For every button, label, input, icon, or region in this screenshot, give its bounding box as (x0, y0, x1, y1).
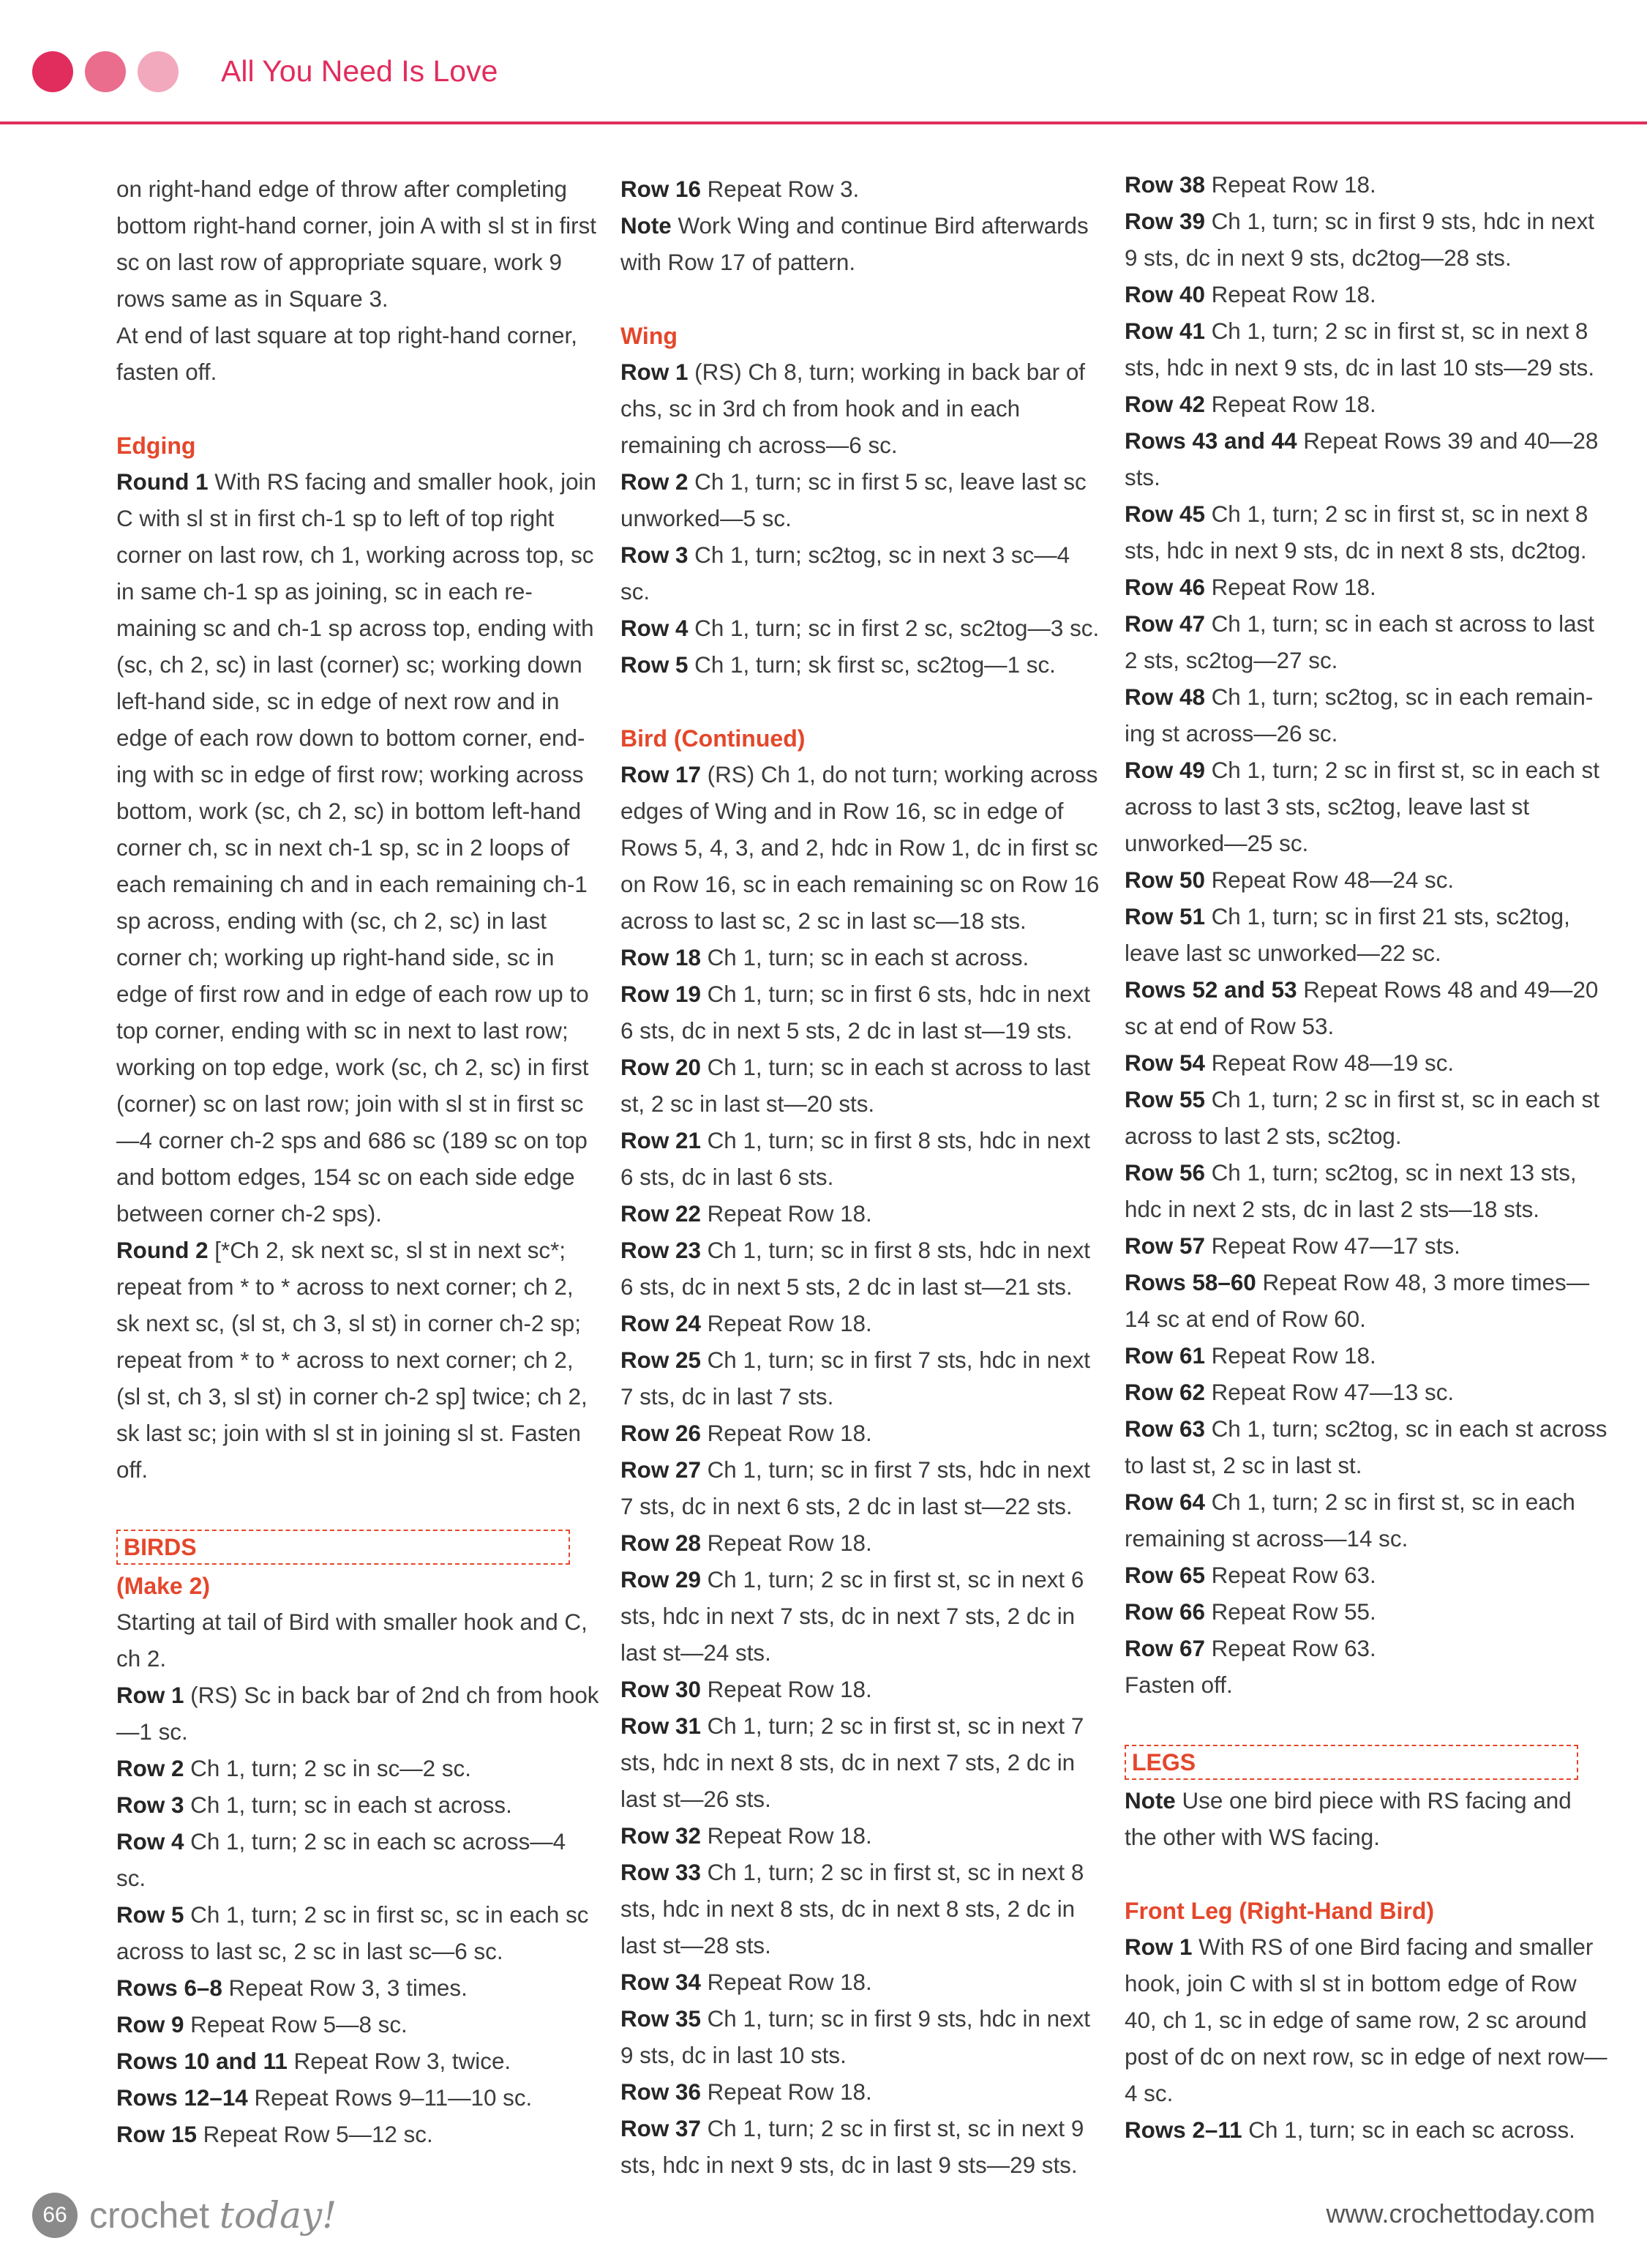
row-label: Rows 43 and 44 (1125, 428, 1297, 454)
instruction-row (116, 2080, 599, 2117)
instruction-row (1125, 752, 1607, 862)
page-number: 66 (32, 2193, 78, 2238)
row-text: Ch 1, turn; sc in first 9 sts, hdc in next 9 sts, dc in last 10 sts. (620, 2006, 1091, 2068)
row-text: Ch 1, turn; sc in first 2 sc, sc2tog—3 sc. (688, 615, 1100, 641)
row-text: At end of last square at top right-hand corner, fasten off. (116, 323, 577, 385)
row-text: Ch 1, turn; 2 sc in each sc across—4 sc. (116, 1829, 566, 1891)
row-label: Row 3 (620, 542, 689, 568)
instruction-row (620, 1049, 1103, 1123)
row-label: Row 63 (1125, 1416, 1205, 1442)
instruction-row (116, 1677, 599, 1751)
instruction-row (116, 171, 599, 318)
row-label: Row 39 (1125, 209, 1205, 234)
subheading: Wing (620, 323, 678, 349)
row-text: Ch 1, turn; sc in first 21 sts, sc2tog, leave last sc unworked—22 sc. (1125, 904, 1570, 966)
instruction-row (1125, 2112, 1607, 2149)
row-text: on right-hand edge of throw after completing bottom right-hand corner, join A with sl st in first sc on last row of appropriate square, work 9 rows same as in Square 3. (116, 176, 597, 312)
row-label: Row 16 (620, 176, 701, 202)
instruction-row (1125, 1082, 1607, 1155)
row-text: Repeat Row 48—19 sc. (1204, 1050, 1455, 1076)
row-label: Row 46 (1125, 575, 1205, 600)
row-text: With RS of one Bird facing and smaller hook, join C with sl st in bottom edge of Row 40, ch 1, sc in edge of same row, 2 sc around post of dc on next row, sc in edge of next row—4 sc. (1125, 1934, 1607, 2106)
instruction-row (1125, 277, 1607, 313)
logo-script: today! (219, 2194, 337, 2237)
subheading: (Make 2) (116, 1573, 211, 1599)
row-text: Starting at tail of Bird with smaller hook and C, ch 2. (116, 1609, 588, 1672)
row-label: Row 64 (1125, 1489, 1205, 1515)
section-heading: LEGS (1125, 1745, 1578, 1780)
row-text: Ch 1, turn; sc in each st across. (184, 1792, 512, 1818)
instruction-row (1125, 1783, 1607, 1856)
instruction-row (620, 1818, 1103, 1855)
row-text: Repeat Rows 48 and 49—20 sc at end of Row 53. (1125, 977, 1599, 1039)
row-text: Ch 1, turn; sc in first 6 sts, hdc in next 6 sts, dc in next 5 sts, 2 dc in last st—19 sts. (620, 981, 1091, 1044)
row-text: Ch 1, turn; sc in first 7 sts, hdc in next 7 sts, dc in last 7 sts. (620, 1347, 1091, 1410)
row-label: Row 23 (620, 1238, 701, 1263)
row-text: Ch 1, turn; sc in first 8 sts, hdc in next 6 sts, dc in last 6 sts. (620, 1128, 1091, 1190)
instruction-row (1125, 1631, 1607, 1667)
row-label: Row 54 (1125, 1050, 1205, 1076)
instruction-row (116, 318, 599, 391)
row-text: Repeat Row 18. (700, 1969, 872, 1995)
row-label: Row 19 (620, 981, 701, 1007)
row-label: Row 25 (620, 1347, 701, 1373)
row-text: [*Ch 2, sk next sc, sl st in next sc*; repeat from * to * across to next corner; ch 2, sk next sc, (sl st, ch 3, sl st) in corner ch-2 sp; repeat from * to * across to next corner; ch 2, (sl st, ch 3, sl st) in corner ch-2 sp] twice; ch 2, sk last sc; join with sl st in joining sl st. Fasten off. (116, 1238, 588, 1483)
instruction-row (116, 464, 599, 1232)
row-text: Repeat Row 5—12 sc. (196, 2122, 433, 2147)
row-text: With RS facing and smaller hook, join C with sl st in first ch-1 sp to left of top right corner on last row, ch 1, working across top, sc in same ch-1 sp as joining, sc in each re-maining sc and ch-1 sp across top, ending with (sc, ch 2, sc) in last (corner) sc; working down left-hand side, sc in edge of next row and in edge of each row down to bottom corner, end-ing with sc in edge of first row; working across bottom, work (sc, ch 2, sc) in bottom left-hand corner ch, sc in next ch-1 sp, sc in 2 loops of each remaining ch and in each remaining ch-1 sp across, ending with (sc, ch 2, sc) in last corner ch; working up right-hand side, sc in edge of first row and in edge of each row up to top corner, ending with sc in next to last row; working on top edge, work (sc, ch 2, sc) in first (corner) sc on last row; join with sl st in first sc—4 corner ch-2 sps and 686 sc (189 sc on top and bottom edges, 154 sc on each side edge between corner ch-2 sps). (116, 469, 596, 1227)
row-label: Rows 6–8 (116, 1975, 222, 2001)
row-text: Ch 1, turn; sc in each st across. (700, 945, 1029, 970)
instruction-row (620, 1123, 1103, 1196)
instruction-row (1125, 1594, 1607, 1631)
row-label: Row 55 (1125, 1087, 1205, 1112)
row-text: Ch 1, turn; 2 sc in first st, sc in next 9 sts, hdc in next 9 sts, dc in last 9 sts—29 sts. (620, 2116, 1084, 2178)
instruction-row (1125, 1374, 1607, 1411)
row-label: Rows 2–11 (1125, 2117, 1242, 2143)
instruction-row (620, 464, 1103, 537)
row-label: Row 32 (620, 1823, 701, 1849)
row-label: Row 18 (620, 945, 701, 970)
row-label: Row 22 (620, 1201, 701, 1227)
section-title: All You Need Is Love (221, 54, 498, 88)
instruction-row (620, 1415, 1103, 1452)
row-label: Row 61 (1125, 1343, 1205, 1369)
row-label: Row 24 (620, 1311, 701, 1336)
instruction-row (620, 647, 1103, 684)
spacer (1125, 1856, 1607, 1893)
instruction-row (1125, 1411, 1607, 1484)
row-text: Repeat Row 18. (1204, 282, 1376, 307)
row-label: Row 41 (1125, 318, 1205, 344)
instruction-row (116, 1787, 599, 1824)
row-label: Row 65 (1125, 1562, 1205, 1588)
footer-brand (32, 2193, 337, 2238)
instruction-row (620, 354, 1103, 464)
row-text: Ch 1, turn; sc in each st across to last st, 2 sc in last st—20 sts. (620, 1055, 1091, 1117)
header-dots (32, 51, 179, 92)
instruction-row (116, 2117, 599, 2153)
row-label: Row 56 (1125, 1160, 1205, 1186)
row-text: Ch 1, turn; sc in first 8 sts, hdc in next 6 sts, dc in next 5 sts, 2 dc in last st—21 sts. (620, 1238, 1091, 1300)
instruction-row (620, 1964, 1103, 2001)
row-text: Ch 1, turn; sc in first 9 sts, hdc in next 9 sts, dc in next 9 sts, dc2tog—28 sts. (1125, 209, 1595, 271)
row-label: Row 36 (620, 2079, 701, 2105)
instruction-row (620, 1306, 1103, 1342)
row-text: Use one bird piece with RS facing and the other with WS facing. (1125, 1788, 1572, 1850)
row-text: Ch 1, turn; sc in each st across to last 2 sts, sc2tog—27 sc. (1125, 611, 1595, 673)
row-label: Rows 52 and 53 (1125, 977, 1297, 1003)
instruction-row (620, 208, 1103, 281)
row-label: Row 62 (1125, 1380, 1205, 1405)
row-label: Round 1 (116, 469, 209, 495)
row-text: Ch 1, turn; sc2tog, sc in next 13 sts, hdc in next 2 sts, dc in last 2 sts—18 sts. (1125, 1160, 1577, 1222)
website-url[interactable]: www.crochettoday.com (1326, 2198, 1595, 2228)
row-label: Row 42 (1125, 392, 1205, 417)
subheading: Bird (Continued) (620, 725, 806, 752)
instruction-row (116, 1970, 599, 2007)
instruction-row (620, 1452, 1103, 1525)
row-text: (RS) Sc in back bar of 2nd ch from hook—1 sc. (116, 1683, 599, 1745)
row-label: Row 1 (620, 359, 689, 385)
row-text: Repeat Row 3, 3 times. (222, 1975, 468, 2001)
subheading: Edging (116, 433, 196, 459)
row-text: Ch 1, turn; 2 sc in sc—2 sc. (184, 1756, 471, 1781)
row-label: Row 38 (1125, 172, 1205, 198)
row-label: Note (620, 213, 672, 239)
instruction-row (1125, 313, 1607, 386)
row-label: Row 15 (116, 2122, 197, 2147)
row-label: Note (1125, 1788, 1176, 1814)
row-label: Row 3 (116, 1792, 184, 1818)
row-text: Ch 1, turn; 2 sc in first sc, sc in each sc across to last sc, 2 sc in last sc—6 sc. (116, 1902, 589, 1964)
row-text: Ch 1, turn; 2 sc in first st, sc in each st across to last 3 sts, sc2tog, leave last st unworked—25 sc. (1125, 757, 1599, 856)
instruction-row (620, 2111, 1103, 2184)
instruction-row (1125, 1557, 1607, 1594)
row-text: Repeat Rows 9–11—10 sc. (247, 2085, 533, 2111)
row-text: Repeat Row 18. (700, 1201, 872, 1227)
spacer (116, 391, 599, 427)
spacer (1125, 1704, 1607, 1740)
row-label: Row 66 (1125, 1599, 1205, 1625)
instruction-row (620, 2074, 1103, 2111)
row-text: Ch 1, turn; sc in first 5 sc, leave last sc unworked—5 sc. (620, 469, 1087, 531)
row-text: Ch 1, turn; 2 sc in first st, sc in next 8 sts, hdc in next 9 sts, dc in last 10 sts—29 sts. (1125, 318, 1595, 381)
subheading: Front Leg (Right-Hand Bird) (1125, 1898, 1435, 1924)
row-text: Ch 1, turn; sk first sc, sc2tog—1 sc. (688, 652, 1056, 678)
row-label: Row 20 (620, 1055, 701, 1080)
row-label: Row 4 (116, 1829, 184, 1855)
row-text: Repeat Row 63. (1204, 1636, 1376, 1661)
row-label: Row 1 (1125, 1934, 1193, 1960)
logo-word: crochet (89, 2195, 209, 2236)
row-text: Ch 1, turn; 2 sc in first st, sc in next 8 sts, hdc in next 9 sts, dc in next 8 sts, dc2tog. (1125, 501, 1588, 564)
row-text: Repeat Rows 39 and 40—28 sts. (1125, 428, 1599, 490)
instruction-row (1125, 1265, 1607, 1338)
row-label: Row 33 (620, 1860, 701, 1885)
instruction-row (116, 1232, 599, 1489)
instruction-row (620, 757, 1103, 940)
row-label: Row 31 (620, 1713, 701, 1739)
row-label: Rows 12–14 (116, 2085, 248, 2111)
dot-icon (138, 51, 179, 92)
instruction-row (1125, 569, 1607, 606)
row-text: Ch 1, turn; sc2tog, sc in next 3 sc—4 sc. (620, 542, 1070, 605)
row-label: Row 5 (116, 1902, 184, 1928)
instruction-row (1125, 1484, 1607, 1557)
row-label: Rows 10 and 11 (116, 2048, 288, 2074)
row-label: Row 27 (620, 1457, 701, 1483)
row-label: Round 2 (116, 1238, 209, 1263)
row-text: Ch 1, turn; 2 sc in first st, sc in next 7 sts, hdc in next 8 sts, dc in next 7 sts, 2 dc in last st—26 sts. (620, 1713, 1084, 1812)
instruction-row (1125, 1929, 1607, 2112)
magazine-logo (89, 2194, 337, 2237)
row-label: Row 4 (620, 615, 689, 641)
row-text: Repeat Row 48, 3 more times—14 sc at end of Row 60. (1125, 1270, 1590, 1332)
row-text: Repeat Row 3, twice. (287, 2048, 511, 2074)
instruction-row (1125, 167, 1607, 203)
instruction-row (1125, 679, 1607, 752)
row-label: Row 21 (620, 1128, 701, 1153)
instruction-row (620, 1672, 1103, 1708)
row-label: Row 34 (620, 1969, 701, 1995)
row-label: Row 49 (1125, 757, 1205, 783)
instruction-row (620, 171, 1103, 208)
row-text: Repeat Row 18. (700, 1677, 872, 1702)
row-text: (RS) Ch 1, do not turn; working across edges of Wing and in Row 16, sc in edge of Rows 5, 4, 3, and 2, hdc in Row 1, dc in first sc on Row 16, sc in each remaining sc on Row 16 across to last sc, 2 sc in last sc—18 sts. (620, 762, 1100, 934)
spacer (620, 684, 1103, 720)
text-column-3 (1125, 167, 1607, 2149)
row-label: Row 5 (620, 652, 689, 678)
instruction-row (1125, 972, 1607, 1045)
row-label: Row 2 (620, 469, 689, 495)
row-text: Ch 1, turn; sc2tog, sc in each st across to last st, 2 sc in last st. (1125, 1416, 1607, 1478)
row-label: Row 48 (1125, 684, 1205, 710)
instruction-row (620, 537, 1103, 610)
row-label: Row 47 (1125, 611, 1205, 637)
row-label: Row 67 (1125, 1636, 1205, 1661)
row-text: Fasten off. (1125, 1672, 1233, 1698)
row-label: Row 26 (620, 1421, 701, 1446)
row-text: Ch 1, turn; sc in first 7 sts, hdc in next 7 sts, dc in next 6 sts, 2 dc in last st—22 sts. (620, 1457, 1091, 1519)
row-label: Rows 58–60 (1125, 1270, 1256, 1295)
row-text: Repeat Row 55. (1204, 1599, 1376, 1625)
spacer (116, 1489, 599, 1525)
instruction-row (620, 1855, 1103, 1964)
row-text: Ch 1, turn; sc2tog, sc in each remain-ing st across—26 sc. (1125, 684, 1594, 746)
row-text: Repeat Row 18. (1204, 172, 1376, 198)
row-label: Row 35 (620, 2006, 701, 2032)
row-text: Repeat Row 47—17 sts. (1204, 1233, 1460, 1259)
row-text: Repeat Row 18. (700, 1823, 872, 1849)
spacer (620, 281, 1103, 318)
row-text: Repeat Row 5—8 sc. (184, 2012, 408, 2037)
row-label: Row 1 (116, 1683, 184, 1708)
instruction-row (1125, 386, 1607, 423)
row-label: Row 51 (1125, 904, 1205, 929)
row-label: Row 37 (620, 2116, 701, 2141)
instruction-row (620, 1232, 1103, 1306)
instruction-row (1125, 1045, 1607, 1082)
instruction-row (116, 1604, 599, 1677)
instruction-row (116, 2007, 599, 2043)
instruction-row (620, 2001, 1103, 2074)
page-header (0, 0, 1647, 128)
row-text: Repeat Row 18. (1204, 575, 1376, 600)
row-text: Repeat Row 48—24 sc. (1204, 867, 1455, 893)
row-label: Row 2 (116, 1756, 184, 1781)
instruction-row (1125, 1228, 1607, 1265)
row-text: Repeat Row 18. (700, 2079, 872, 2105)
instruction-row (1125, 862, 1607, 899)
row-text: Repeat Row 18. (1204, 1343, 1376, 1369)
row-label: Row 40 (1125, 282, 1205, 307)
row-label: Row 9 (116, 2012, 184, 2037)
row-text: Ch 1, turn; 2 sc in first st, sc in next 6 sts, hdc in next 7 sts, dc in next 7 sts, 2 dc in last st—24 sts. (620, 1567, 1084, 1666)
row-label: Row 57 (1125, 1233, 1205, 1259)
instruction-row (1125, 1338, 1607, 1374)
row-label: Row 30 (620, 1677, 701, 1702)
instruction-row (620, 940, 1103, 976)
instruction-row (620, 1342, 1103, 1415)
row-text: Ch 1, turn; 2 sc in first st, sc in next 8 sts, hdc in next 8 sts, dc in next 8 sts, 2 dc in last st—28 sts. (620, 1860, 1084, 1958)
instruction-row (1125, 1155, 1607, 1228)
dot-icon (32, 51, 73, 92)
row-text: Repeat Row 63. (1204, 1562, 1376, 1588)
dot-icon (85, 51, 126, 92)
instruction-row (620, 1525, 1103, 1562)
instruction-row (1125, 899, 1607, 972)
row-text: Ch 1, turn; 2 sc in first st, sc in each st across to last 2 sts, sc2tog. (1125, 1087, 1599, 1149)
instruction-row (620, 610, 1103, 647)
instruction-row (116, 2043, 599, 2080)
row-text: Repeat Row 18. (700, 1311, 872, 1336)
instruction-row (620, 976, 1103, 1049)
row-text: Repeat Row 18. (1204, 392, 1376, 417)
instruction-row (116, 1824, 599, 1897)
instruction-row (620, 1708, 1103, 1818)
row-text: Ch 1, turn; 2 sc in first st, sc in each remaining st across—14 sc. (1125, 1489, 1575, 1552)
text-column-2 (620, 171, 1103, 2184)
header-divider (0, 121, 1647, 124)
instruction-row (620, 1196, 1103, 1232)
row-label: Row 29 (620, 1567, 701, 1593)
row-text: Ch 1, turn; sc in each sc across. (1242, 2117, 1575, 2143)
instruction-row (620, 1562, 1103, 1672)
instruction-row (1125, 606, 1607, 679)
row-label: Row 45 (1125, 501, 1205, 527)
section-heading: BIRDS (116, 1530, 570, 1565)
instruction-row (1125, 496, 1607, 569)
instruction-row (1125, 1667, 1607, 1704)
instruction-row (1125, 423, 1607, 496)
row-text: Repeat Row 3. (700, 176, 860, 202)
row-label: Row 28 (620, 1530, 701, 1556)
row-text: Repeat Row 18. (700, 1421, 872, 1446)
instruction-row (116, 1751, 599, 1787)
row-text: Work Wing and continue Bird afterwards with Row 17 of pattern. (620, 213, 1089, 275)
row-text: (RS) Ch 8, turn; working in back bar of chs, sc in 3rd ch from hook and in each remaining ch across—6 sc. (620, 359, 1086, 458)
row-text: Repeat Row 18. (700, 1530, 872, 1556)
row-label: Row 50 (1125, 867, 1205, 893)
instruction-row (116, 1897, 599, 1970)
instruction-row (1125, 203, 1607, 277)
text-column-1 (116, 171, 599, 2153)
row-text: Repeat Row 47—13 sc. (1204, 1380, 1455, 1405)
row-label: Row 17 (620, 762, 701, 787)
